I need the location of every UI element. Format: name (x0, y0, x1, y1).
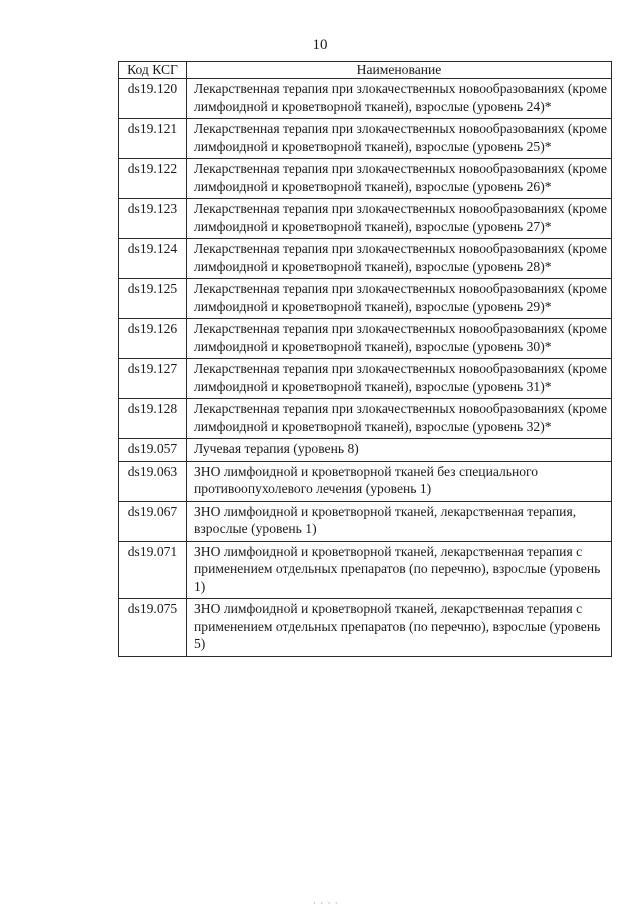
table-row (119, 119, 612, 159)
table-row (119, 159, 612, 199)
table-row (119, 319, 612, 359)
cell-code: ds19.127 (119, 359, 187, 399)
page-number: 10 (312, 37, 328, 53)
cell-code: ds19.123 (119, 199, 187, 239)
cell-code: ds19.071 (119, 541, 187, 599)
cell-name: Лекарственная терапия при злокачественных новообразованиях (кроме лимфоидной и кроветворной тканей), взрослые (уровень 32)* (187, 399, 612, 439)
cell-code: ds19.124 (119, 239, 187, 279)
table-row (119, 399, 612, 439)
cell-name: Лекарственная терапия при злокачественных новообразованиях (кроме лимфоидной и кроветворной тканей), взрослые (уровень 24)* (187, 79, 612, 119)
cell-name: Лекарственная терапия при злокачественных новообразованиях (кроме лимфоидной и кроветворной тканей), взрослые (уровень 29)* (187, 279, 612, 319)
cell-name: ЗНО лимфоидной и кроветворной тканей, лекарственная терапия, взрослые (уровень 1) (187, 501, 612, 541)
cell-code: ds19.126 (119, 319, 187, 359)
cell-code: ds19.125 (119, 279, 187, 319)
cell-code: ds19.063 (119, 461, 187, 501)
table-row (119, 279, 612, 319)
cell-code: ds19.067 (119, 501, 187, 541)
table-row (119, 79, 612, 119)
cell-code: ds19.121 (119, 119, 187, 159)
cell-name: ЗНО лимфоидной и кроветворной тканей, лекарственная терапия с применением отдельных препаратов (по перечню), взрослые (уровень 5) (187, 599, 612, 657)
cell-name: Лучевая терапия (уровень 8) (187, 439, 612, 462)
cell-name: Лекарственная терапия при злокачественных новообразованиях (кроме лимфоидной и кроветворной тканей), взрослые (уровень 28)* (187, 239, 612, 279)
table-row (119, 359, 612, 399)
cell-code: ds19.122 (119, 159, 187, 199)
header-code: Код КСГ (119, 62, 187, 79)
cell-code: ds19.120 (119, 79, 187, 119)
table-row (119, 439, 612, 462)
table-row (119, 461, 612, 501)
ksg-table (118, 61, 612, 657)
table-header-row (119, 62, 612, 79)
cell-code: ds19.057 (119, 439, 187, 462)
cell-name: Лекарственная терапия при злокачественных новообразованиях (кроме лимфоидной и кроветворной тканей), взрослые (уровень 27)* (187, 199, 612, 239)
cell-name: Лекарственная терапия при злокачественных новообразованиях (кроме лимфоидной и кроветворной тканей), взрослые (уровень 25)* (187, 119, 612, 159)
table-row (119, 599, 612, 657)
table-row (119, 501, 612, 541)
table-row (119, 239, 612, 279)
cell-name: Лекарственная терапия при злокачественных новообразованиях (кроме лимфоидной и кроветворной тканей), взрослые (уровень 30)* (187, 319, 612, 359)
cell-name: ЗНО лимфоидной и кроветворной тканей, лекарственная терапия с применением отдельных препаратов (по перечню), взрослые (уровень 1) (187, 541, 612, 599)
table-row (119, 541, 612, 599)
table-row (119, 199, 612, 239)
cell-name: Лекарственная терапия при злокачественных новообразованиях (кроме лимфоидной и кроветворной тканей), взрослые (уровень 31)* (187, 359, 612, 399)
cell-code: ds19.075 (119, 599, 187, 657)
cell-name: ЗНО лимфоидной и кроветворной тканей без специального противоопухолевого лечения (уровень 1) (187, 461, 612, 501)
header-name: Наименование (187, 62, 612, 79)
cell-name: Лекарственная терапия при злокачественных новообразованиях (кроме лимфоидной и кроветворной тканей), взрослые (уровень 26)* (187, 159, 612, 199)
cell-code: ds19.128 (119, 399, 187, 439)
scan-mark: · · · · (313, 898, 339, 908)
